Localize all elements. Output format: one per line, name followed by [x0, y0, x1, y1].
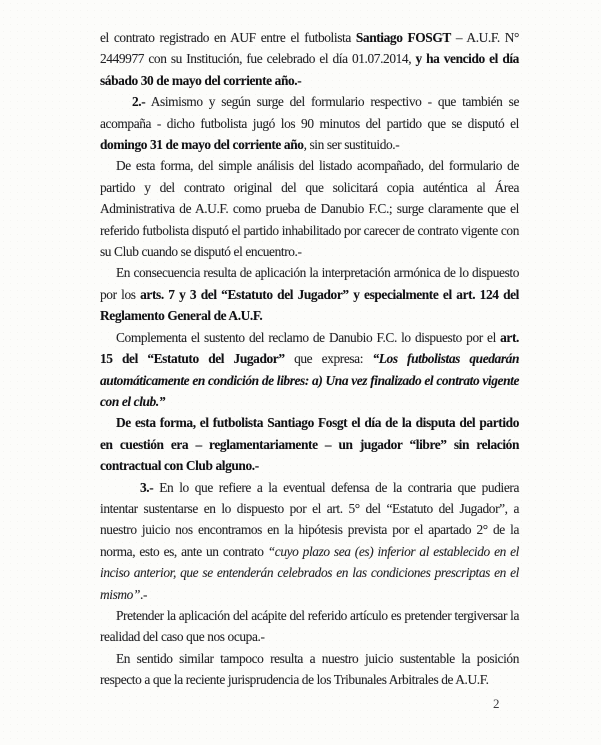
document-body [100, 27, 519, 691]
text-run: domingo 31 de mayo del corriente año [100, 137, 304, 153]
paragraph [100, 262, 519, 326]
text-run: En consecuencia resulta de aplicación la interpretación armónica de lo dispuesto por los [100, 265, 519, 302]
paragraph [100, 648, 519, 691]
text-run: – A.U.F. N° 2449977 con su Institución, fue celebrado el día 01.07.2014, [100, 30, 519, 67]
text-run: Complementa el sustento del reclamo de Danubio F.C. lo dispuesto por el [116, 329, 501, 345]
text-run: el contrato registrado en AUF entre el futbolista [100, 30, 356, 45]
paragraph [100, 412, 519, 476]
text-run: “cuyo plazo sea (es) inferior al establecido en el inciso anterior, que se entenderán celebrados en las condiciones prescriptas en el mismo” [100, 543, 519, 602]
text-run: Santiago FOSGT [355, 30, 451, 45]
text-run: y ha vencido el día sábado 30 de mayo del corriente año.- [100, 51, 519, 88]
text-run: Asimismo y según surge del formulario respectivo - que también se acompaña - dicho futbolista jugó los 90 minutos del partido que se disputó el [100, 94, 519, 131]
paragraph [100, 155, 519, 262]
text-run: De esta forma, del simple análisis del listado acompañado, del formulario de partido y del contrato original del que solicitará copia auténtica al Área Administrativa de A.U.F. como prueba de Danubio F.C.; surge claramente que el referido futbolista disputó el partido inhabilitado por carecer de contrato vigente con su Club cuando se disputó el encuentro.- [100, 158, 519, 260]
text-run: 2.- [132, 94, 146, 110]
text-run: En sentido similar tampoco resulta a nuestro juicio sustentable la posición respecto a que la reciente jurisprudencia de los Tribunales Arbitrales de A.U.F. [100, 650, 519, 688]
text-run: , sin ser sustituido.- [303, 137, 400, 153]
paragraph [100, 477, 519, 605]
paragraph [100, 605, 519, 648]
text-run: 3.- [140, 479, 154, 495]
text-run: En lo que refiere a la eventual defensa de la contraria que pudiera intentar sustentarse en lo dispuesto por el art. 5° del “Estatuto del Jugador”, a nuestro juicio nos encontramos en la hipótesis prevista por el apartado 2° de la norma, esto es, ante un contrato [100, 479, 519, 559]
page-number: 2 [493, 696, 500, 711]
text-run: Pretender la aplicación del acápite del referido artículo es pretender tergiversar la realidad del caso que nos ocupa.- [100, 607, 519, 645]
text-run: que expresa: [284, 351, 373, 367]
text-run: art. 15 del “Estatuto del Jugador” [100, 329, 519, 367]
text-run: “Los futbolistas quedarán automáticamente en condición de libres: a) Una vez finalizado el contrato vigente con el club.” [100, 351, 519, 409]
text-run: De esta forma, el futbolista Santiago Fosgt el día de la disputa del partido en cuestión era – reglamentariamente – un jugador “libre” sin relación contractual con Club alguno.- [100, 415, 519, 474]
paragraph [100, 27, 519, 91]
paragraph [100, 91, 519, 155]
paragraph [100, 327, 519, 413]
text-run: .- [140, 586, 148, 602]
text-run: arts. 7 y 3 del “Estatuto del Jugador” y especialmente el art. 124 del Reglamento General de A.U.F. [100, 286, 519, 324]
